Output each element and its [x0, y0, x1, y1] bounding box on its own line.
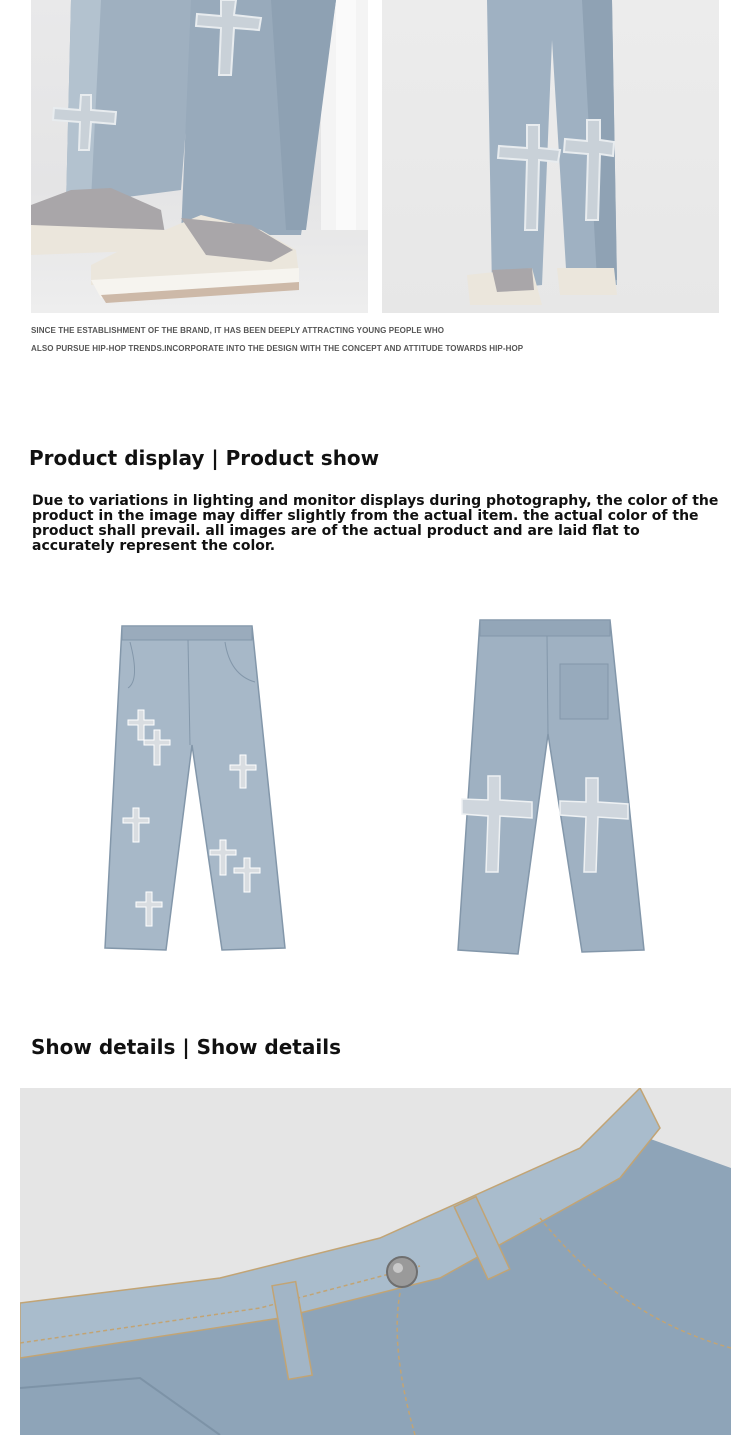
jeans-full-length-illustration [382, 0, 719, 313]
product-display-title: Product display | Product show [29, 446, 380, 470]
flat-lay-front-jeans [100, 620, 290, 955]
brand-caption-line-1: SINCE THE ESTABLISHMENT OF THE BRAND, IT HAS BEEN DEEPLY ATTRACTING YOUNG PEOPLE WHO [31, 326, 445, 335]
flat-lay-back-jeans [452, 614, 650, 959]
jeans-front-illustration [100, 620, 290, 955]
waistband-closeup-illustration [20, 1088, 731, 1435]
jeans-sneakers-illustration [31, 0, 368, 313]
lifestyle-photo-full-length [382, 0, 719, 313]
jeans-back-illustration [452, 614, 650, 959]
show-details-title: Show details | Show details [31, 1035, 341, 1059]
brand-caption-line-2: ALSO PURSUE HIP-HOP TRENDS.INCORPORATE INTO THE DESIGN WITH THE CONCEPT AND ATTITUDE TOWARDS HIP-HOP [31, 344, 524, 353]
detail-closeup-waistband-photo [20, 1088, 731, 1435]
color-notice-text: Due to variations in lighting and monitor displays during photography, the color of the product in the image may differ slightly from the actual item. the actual color of the product shall prevail. all images are of the actual product and are laid flat to accurately represent the color. [32, 493, 719, 554]
lifestyle-photo-sneakers [31, 0, 368, 313]
